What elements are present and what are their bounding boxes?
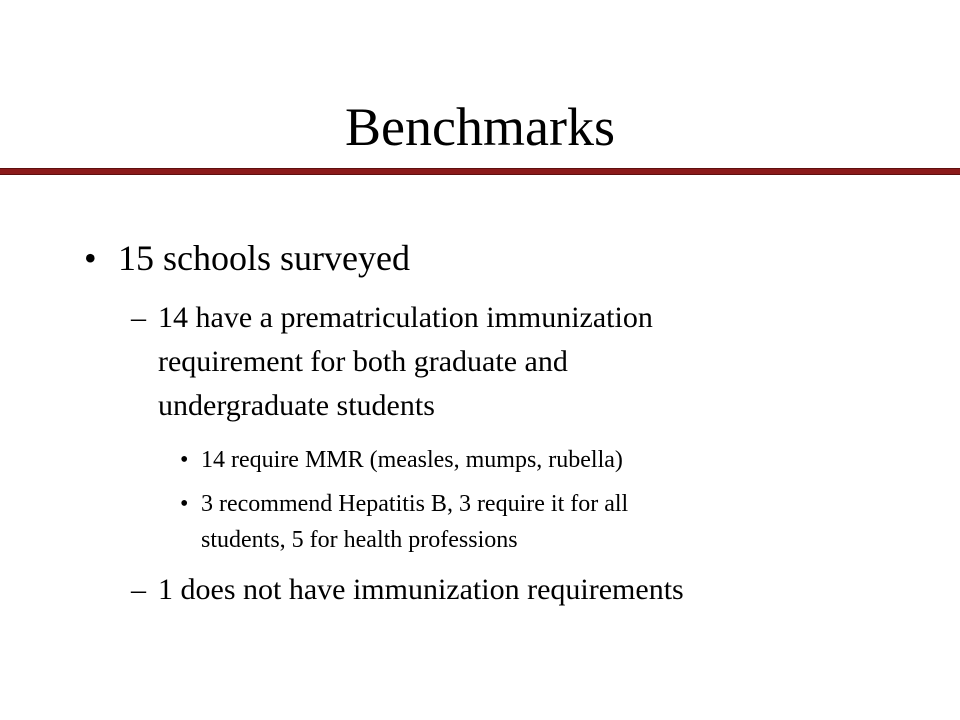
level3b-line2: students, 5 for health professions	[201, 527, 518, 553]
level3b-bullet: •	[180, 491, 189, 517]
level2a-dash: –	[131, 301, 146, 334]
level2a-line3: undergraduate students	[158, 389, 435, 422]
level2b-dash: –	[131, 573, 146, 606]
level3b-line1: 3 recommend Hepatitis B, 3 require it for all	[201, 491, 629, 517]
level1-text: 15 schools surveyed	[118, 238, 410, 278]
level3a-bullet: •	[180, 447, 189, 473]
level3a-text: 14 require MMR (measles, mumps, rubella)	[201, 447, 623, 473]
slide-title: Benchmarks	[345, 97, 615, 157]
level1-bullet: •	[84, 238, 97, 278]
level2a-line2: requirement for both graduate and	[158, 345, 568, 378]
title-divider	[0, 168, 960, 175]
level2b-text: 1 does not have immunization requirements	[158, 573, 684, 606]
level2a-line1: 14 have a prematriculation immunization	[158, 301, 653, 334]
